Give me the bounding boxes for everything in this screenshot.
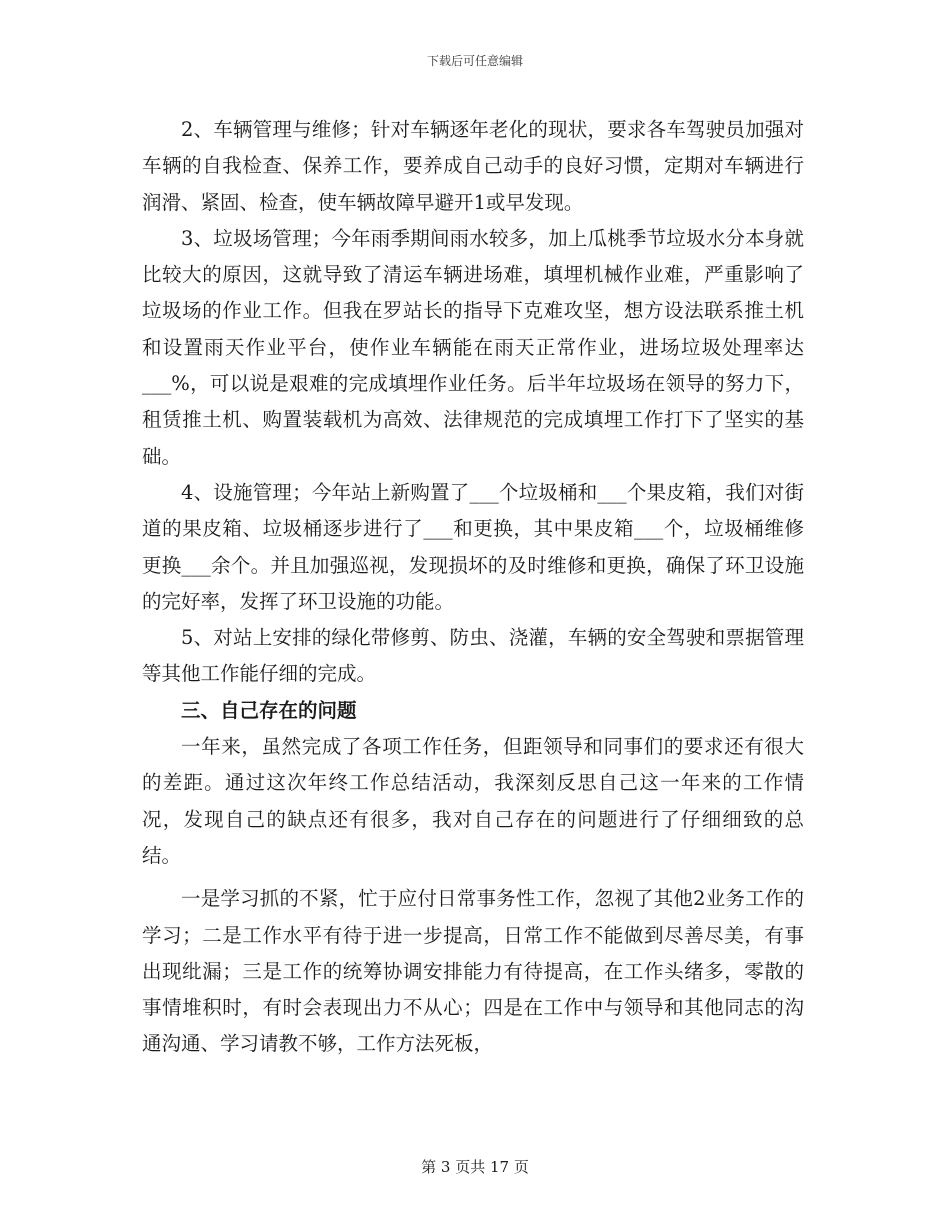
paragraph-summary: 一年来，虽然完成了各项工作任务，但距领导和同事们的要求还有很大的差距。通过这次年终工作总结活动，我深刻反思自己这一年来的工作情况，发现自己的缺点还有很多，我对自己存在的问题进行了仔细细致的总结。 — [142, 735, 804, 867]
paragraph-facility-management: 4、设施管理；今年站上新购置了___个垃圾桶和___个果皮箱，我们对街道的果皮箱、垃圾桶逐步进行了___和更换，其中果皮箱___个，垃圾桶维修更换___余个。并且加强巡视，发现损坏的及时维修和更换，确保了环卫设施的完好率，发挥了环卫设施的功能。 — [142, 480, 804, 613]
paragraph-landfill-management: 3、垃圾场管理；今年雨季期间雨水较多，加上瓜桃季节垃圾水分本身就比较大的原因，这就导致了清运车辆进场难，填埋机械作业难，严重影响了垃圾场的作业工作。但我在罗站长的指导下克难攻坚，想方设法联系推土机和设置雨天作业平台，使作业车辆能在雨天正常作业，进场垃圾处理率达___%，可以说是艰难的完成填埋作业任务。后半年垃圾场在领导的努力下，租赁推土机、购置装载机为高效、法律规范的完成填埋工作打下了坚实的基础。 — [142, 226, 804, 468]
document-body — [142, 112, 804, 1063]
page-header: 下载后可任意编辑 — [426, 54, 523, 68]
paragraph-vehicle-management: 2、车辆管理与维修；针对车辆逐年老化的现状，要求各车驾驶员加强对车辆的自我检查、保养工作，要养成自己动手的良好习惯，定期对车辆进行润滑、紧固、检查，使车辆故障早避开1或早发现。 — [142, 118, 804, 214]
section-heading-problems: 三、自己存在的问题 — [181, 698, 357, 722]
paragraph-other-work: 5、对站上安排的绿化带修剪、防虫、浇灌，车辆的安全驾驶和票据管理等其他工作能仔细的完成。 — [142, 626, 804, 686]
paragraph-problem-list: 一是学习抓的不紧，忙于应付日常事务性工作，忽视了其他2业务工作的学习；二是工作水平有待于进一步提高，日常工作不能做到尽善尽美，有事出现纰漏；三是工作的统筹协调安排能力有待提高，在工作头绪多，零散的事情堆积时，有时会表现出力不从心；四是在工作中与领导和其他同志的沟通沟通、学习请教不够，工作方法死板， — [142, 887, 804, 1056]
page-number: 第 3 页共 17 页 — [421, 1158, 529, 1176]
